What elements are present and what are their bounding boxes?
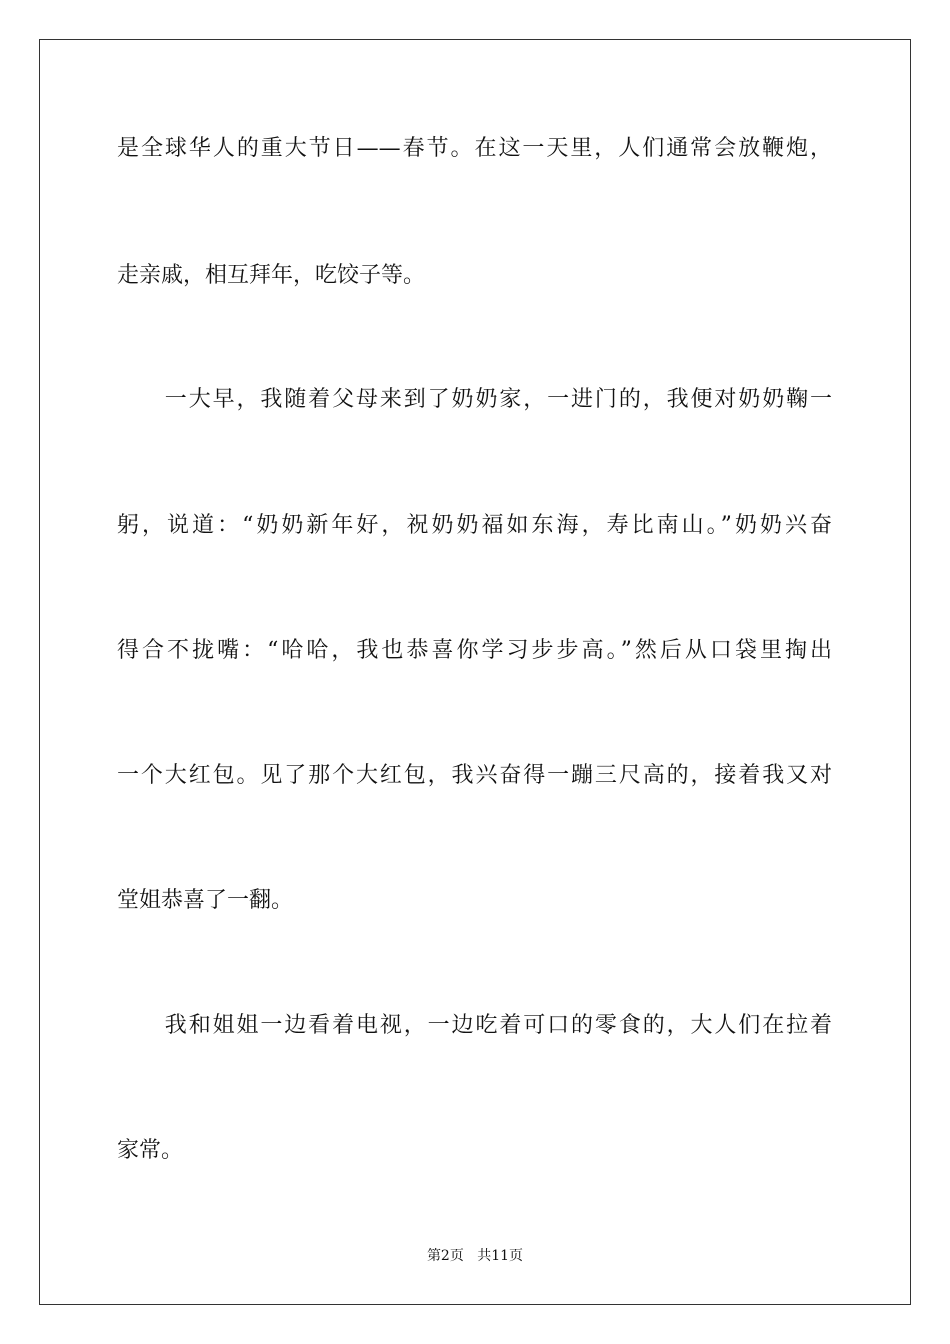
page-total: 共11页 [477, 1248, 524, 1264]
body-text-line: 我和姐姐一边看着电视，一边吃着可口的零食的，大人们在拉着 [117, 1013, 832, 1038]
body-text-line: 是全球华人的重大节日——春节。在这一天里，人们通常会放鞭炮， [117, 136, 832, 161]
body-text-line: 躬，说道：“奶奶新年好，祝奶奶福如东海，寿比南山。”奶奶兴奋 [117, 513, 832, 538]
page-number: 第2页 [426, 1248, 464, 1264]
body-text-line: 家常。 [117, 1138, 184, 1163]
page-footer [0, 1247, 950, 1265]
body-text-line: 走亲戚，相互拜年，吃饺子等。 [117, 263, 426, 288]
body-text-line: 一个大红包。见了那个大红包，我兴奋得一蹦三尺高的，接着我又对 [117, 763, 832, 788]
body-text-line: 得合不拢嘴：“哈哈，我也恭喜你学习步步高。”然后从口袋里掏出 [117, 638, 832, 663]
body-text-line: 堂姐恭喜了一翻。 [117, 888, 294, 913]
body-text-line: 一大早，我随着父母来到了奶奶家，一进门的，我便对奶奶鞠一 [117, 387, 832, 412]
page-border [39, 39, 911, 1305]
